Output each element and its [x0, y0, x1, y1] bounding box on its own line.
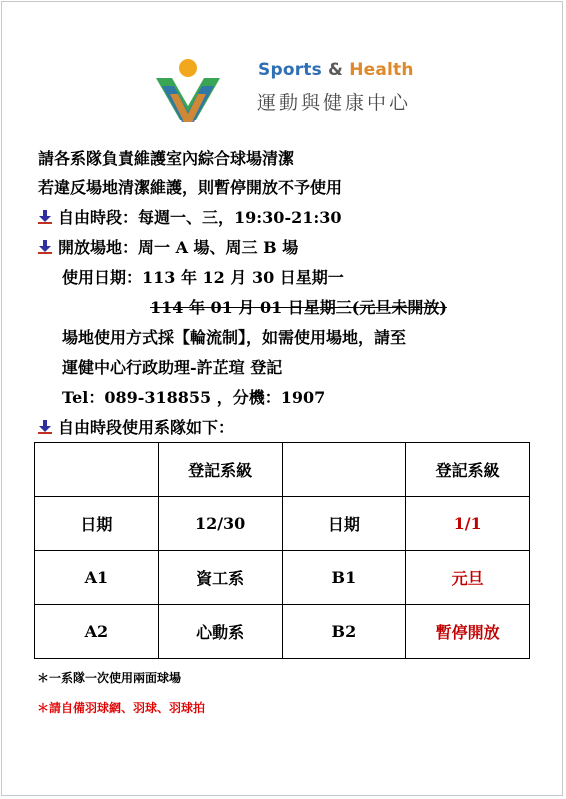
down-arrow-bullet-icon — [38, 240, 52, 254]
table-cell-highlight: 元旦 — [406, 551, 530, 605]
table-cell: B1 — [282, 551, 406, 605]
notice-line-7: 場地使用方式採【輪流制】，如需使用場地，請至 — [62, 328, 407, 347]
table-row — [35, 551, 530, 605]
table-cell: B2 — [282, 605, 406, 659]
notice-line-6-struck: 114 年 01 月 01 日星期三(元旦未開放) — [150, 298, 447, 317]
free-time-text: 自由時段：每週一、三，19:30-21:30 — [58, 208, 342, 227]
table-cell: A2 — [35, 605, 159, 659]
table-row — [35, 497, 530, 551]
table-cell: 資工系 — [158, 551, 282, 605]
notice-line-1: 請各系隊負責維護室內綜合球場清潔 — [38, 149, 295, 168]
table-cell: A1 — [35, 551, 159, 605]
open-court-text: 開放場地：周一 A 場、周三 B 場 — [58, 238, 299, 257]
table-cell: 12/30 — [158, 497, 282, 551]
table-cell: 日期 — [35, 497, 159, 551]
table-header-cell: 登記系級 — [158, 443, 282, 497]
notice-line-5: 使用日期：113 年 12 月 30 日星期一 — [62, 268, 344, 287]
note-one-team: ＊一系隊一次使用兩面球場 — [37, 671, 182, 685]
table-cell — [282, 443, 406, 497]
notice-line-4 — [38, 238, 298, 258]
table-row — [35, 443, 530, 497]
table-row — [35, 605, 530, 659]
notice-line-9: Tel：089-318855 ，分機：1907 — [62, 388, 326, 407]
notice-line-2: 若違反場地清潔維護，則暫停開放不予使用 — [38, 178, 343, 197]
notice-line-8: 運健中心行政助理-許芷瑄 登記 — [62, 358, 283, 377]
brand-english — [258, 60, 414, 80]
sports-health-logo-icon — [152, 56, 224, 124]
table-cell: 日期 — [282, 497, 406, 551]
table-cell: 心動系 — [158, 605, 282, 659]
down-arrow-bullet-icon — [38, 420, 52, 434]
teams-heading: 自由時段使用系隊如下： — [58, 418, 235, 437]
schedule-table — [34, 442, 530, 659]
table-cell — [35, 443, 159, 497]
brand-chinese: 運動與健康中心 — [257, 92, 412, 114]
brand-amp: & — [328, 60, 344, 80]
table-cell-highlight: 1/1 — [406, 497, 530, 551]
notice-line-10 — [38, 418, 234, 438]
notice-line-3 — [38, 208, 342, 228]
table-header-cell: 登記系級 — [406, 443, 530, 497]
note-bring-equipment: ＊請自備羽球網、羽球、羽球拍 — [37, 701, 206, 715]
brand-health: Health — [349, 60, 414, 80]
down-arrow-bullet-icon — [38, 210, 52, 224]
table-cell-highlight: 暫停開放 — [406, 605, 530, 659]
brand-sports: Sports — [258, 60, 322, 80]
